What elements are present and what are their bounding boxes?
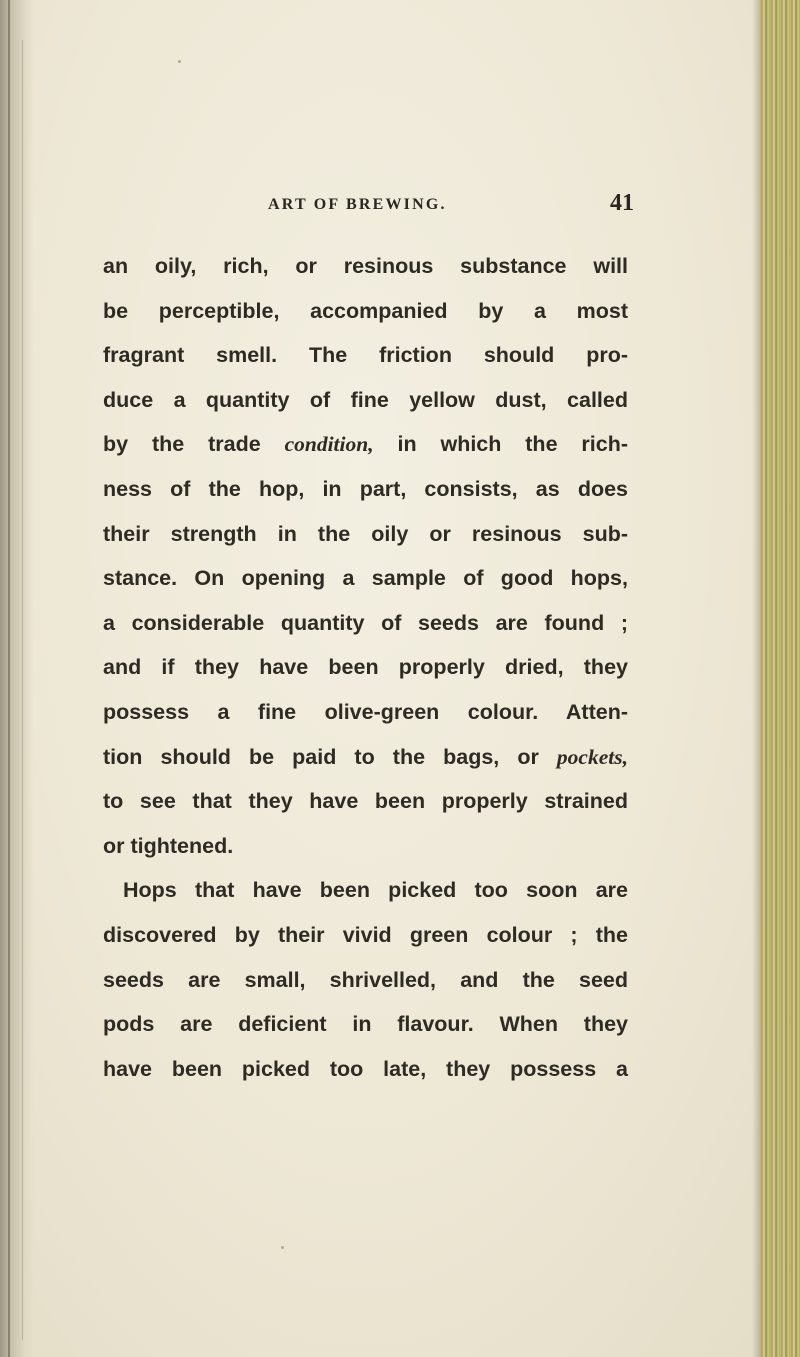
text-line: and if they have been properly dried, they (103, 655, 628, 680)
text-line: their strength in the oily or resinous sub- (103, 521, 628, 546)
binding-crease-line (22, 40, 23, 1340)
text-line: have been picked too late, they possess a (103, 1056, 628, 1081)
paper-speck (281, 1246, 284, 1249)
paper-speck (178, 60, 181, 63)
text-line: duce a quantity of fine yellow dust, called (103, 387, 628, 412)
text-line: be perceptible, accompanied by a most (103, 298, 628, 323)
text-line (103, 735, 628, 780)
page-header (0, 190, 800, 220)
paragraph-start-line: Hops that have been picked too soon are (123, 878, 628, 903)
body-text (103, 244, 628, 1091)
text-line: fragrant smell. The friction should pro- (103, 343, 628, 368)
text-segment: tion should be paid to the bags, or (103, 744, 539, 769)
text-line: pods are deficient in flavour. When they (103, 1012, 628, 1037)
text-line: an oily, rich, or resinous substance will (103, 254, 628, 278)
running-title: ART OF BREWING. (268, 196, 447, 213)
text-line: ness of the hop, in part, consists, as does (103, 476, 628, 501)
text-line: a considerable quantity of seeds are found ; (103, 610, 628, 635)
text-line: stance. On opening a sample of good hops, (103, 566, 628, 591)
italic-term: pockets, (556, 744, 628, 769)
italic-term: condition, (284, 432, 374, 457)
text-line: possess a fine olive-green colour. Atten- (103, 699, 628, 724)
page-number: 41 (610, 190, 634, 216)
text-line: discovered by their vivid green colour ; the (103, 922, 628, 947)
text-line: seeds are small, shrivelled, and the seed (103, 967, 628, 992)
text-segment: in which the rich- (397, 432, 628, 457)
text-line (103, 422, 628, 467)
text-line: to see that they have been properly strained (103, 789, 628, 814)
text-segment: by the trade (103, 432, 261, 457)
text-line: or tightened. (103, 833, 234, 858)
